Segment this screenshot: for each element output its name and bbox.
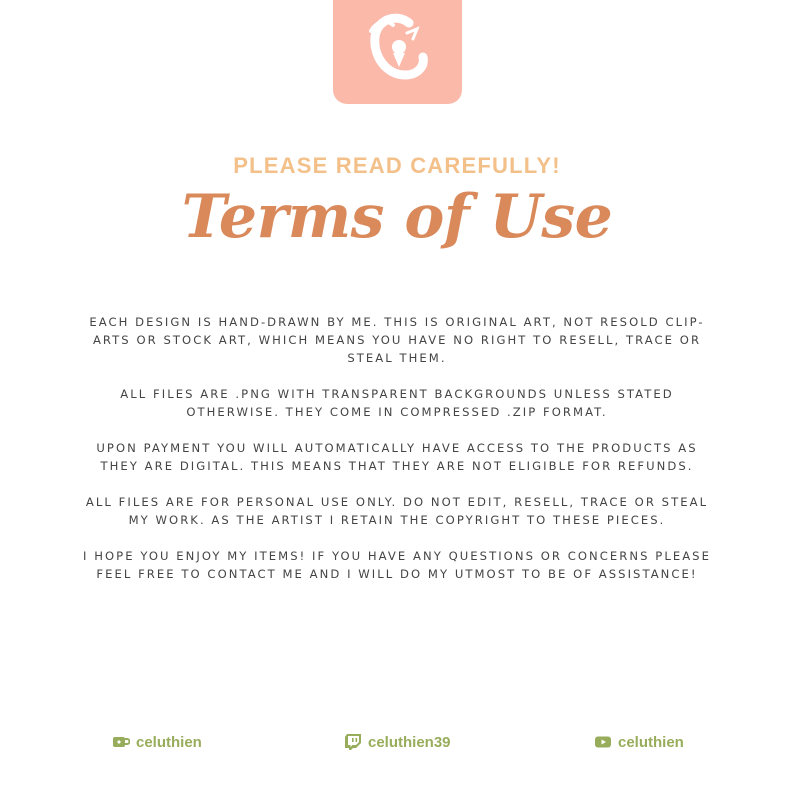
twitch-link[interactable] <box>344 731 451 753</box>
twitch-icon <box>344 733 362 751</box>
terms-body <box>80 313 714 601</box>
youtube-label: celuthien <box>618 733 684 751</box>
terms-paragraph: I HOPE YOU ENJOY MY ITEMS! IF YOU HAVE ANY QUESTIONS OR CONCERNS PLEASE FEEL FREE TO CONTACT ME AND I WILL DO MY UTMOST TO BE OF ASSISTANCE! <box>83 549 711 581</box>
logo-tab <box>333 0 462 104</box>
kofi-link[interactable] <box>112 731 202 753</box>
youtube-icon <box>594 733 612 751</box>
celuthien-logo-icon <box>363 11 433 87</box>
terms-paragraph: UPON PAYMENT YOU WILL AUTOMATICALLY HAVE ACCESS TO THE PRODUCTS AS THEY ARE DIGITAL. THIS MEANS THAT THEY ARE NOT ELIGIBLE FOR REFUNDS. <box>96 441 698 473</box>
kofi-cup-icon <box>112 733 130 751</box>
twitch-label: celuthien39 <box>368 733 451 751</box>
page-title: Terms of Use <box>181 182 613 252</box>
kofi-label: celuthien <box>136 733 202 751</box>
terms-paragraph: EACH DESIGN IS HAND-DRAWN BY ME. THIS IS ORIGINAL ART, NOT RESOLD CLIP-ARTS OR STOCK ART, WHICH MEANS YOU HAVE NO RIGHT TO RESELL, TRACE OR STEAL THEM. <box>89 315 705 365</box>
subtitle: PLEASE READ CAREFULLY! <box>233 153 561 178</box>
terms-paragraph: ALL FILES ARE FOR PERSONAL USE ONLY. DO NOT EDIT, RESELL, TRACE OR STEAL MY WORK. AS THE ARTIST I RETAIN THE COPYRIGHT TO THESE PIECES. <box>85 495 709 527</box>
youtube-link[interactable] <box>594 731 684 753</box>
terms-paragraph: ALL FILES ARE .PNG WITH TRANSPARENT BACKGROUNDS UNLESS STATED OTHERWISE. THEY COME IN COMPRESSED .ZIP FORMAT. <box>120 387 674 419</box>
